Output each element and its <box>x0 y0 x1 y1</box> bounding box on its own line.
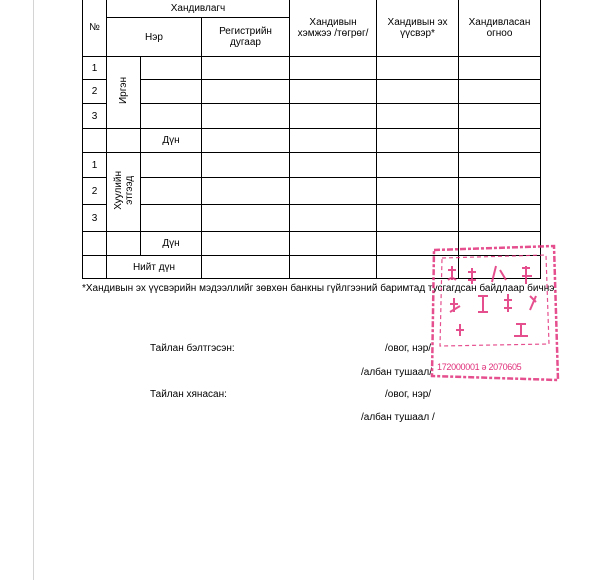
cell <box>107 232 141 256</box>
header-name: Нэр <box>107 18 202 57</box>
group-citizen-label: Иргэн <box>118 77 129 105</box>
cell <box>141 104 202 129</box>
cell <box>141 178 202 205</box>
cell <box>202 129 290 153</box>
subtotal-label: Дүн <box>141 129 202 153</box>
cell <box>377 57 459 80</box>
table-row <box>83 104 541 129</box>
cell <box>290 104 377 129</box>
row-number: 1 <box>83 57 107 80</box>
cell <box>107 129 141 153</box>
cell <box>290 153 377 178</box>
prepared-position: /албан тушаал/ <box>361 367 432 378</box>
cell <box>83 129 107 153</box>
cell <box>290 80 377 104</box>
header-date: Хандивласан огноо <box>459 0 541 57</box>
table-row-subtotal <box>83 129 541 153</box>
cell <box>459 129 541 153</box>
table-row-subtotal <box>83 232 541 256</box>
stamp-number-text: 172000001 ə 2070605 <box>437 362 522 372</box>
cell <box>83 256 107 279</box>
donation-report-table <box>82 0 541 279</box>
subtotal-label: Дүн <box>141 232 202 256</box>
row-number: 3 <box>83 205 107 232</box>
table-row-grand-total <box>83 256 541 279</box>
reviewed-surname-name: /овог, нэр/ <box>385 389 432 400</box>
cell <box>377 129 459 153</box>
cell <box>377 256 459 279</box>
header-register: Регистрийн дугаар <box>202 18 290 57</box>
cell <box>459 178 541 205</box>
cell <box>377 153 459 178</box>
footnote: *Хандивын эх үүсвэрийн мэдээллийг зөвхөн банкны гүйлгээний баримтад тусгагдсан байдлаар бичнэ. <box>82 283 558 294</box>
cell <box>290 232 377 256</box>
table-row <box>83 153 541 178</box>
cell <box>377 232 459 256</box>
table-row <box>83 57 541 80</box>
cell <box>377 104 459 129</box>
cell <box>202 205 290 232</box>
header-amount: Хандивын хэмжээ /төгрөг/ <box>290 0 377 57</box>
cell <box>377 80 459 104</box>
group-legal-entity <box>107 153 141 232</box>
cell <box>141 205 202 232</box>
table-row <box>83 80 541 104</box>
cell <box>290 129 377 153</box>
cell <box>377 205 459 232</box>
cell <box>202 178 290 205</box>
table-row <box>83 178 541 205</box>
cell <box>459 232 541 256</box>
header-number: № <box>83 0 107 57</box>
prepared-by-label: Тайлан бэлтгэсэн: <box>150 343 235 354</box>
cell <box>141 153 202 178</box>
cell <box>141 80 202 104</box>
cell <box>202 104 290 129</box>
cell <box>290 178 377 205</box>
reviewed-position: /албан тушаал / <box>361 412 435 423</box>
cell <box>459 80 541 104</box>
header-source: Хандивын эх үүсвэр* <box>377 0 459 57</box>
cell <box>202 80 290 104</box>
cell <box>202 256 290 279</box>
cell <box>290 205 377 232</box>
prepared-surname-name: /овог, нэр/ <box>385 343 432 354</box>
row-number: 3 <box>83 104 107 129</box>
cell <box>459 104 541 129</box>
cell <box>202 153 290 178</box>
cell <box>202 232 290 256</box>
cell <box>459 153 541 178</box>
row-number: 1 <box>83 153 107 178</box>
group-citizen <box>107 57 141 129</box>
cell <box>459 256 541 279</box>
cell <box>377 178 459 205</box>
cell <box>141 57 202 80</box>
group-legal-entity-label: Хуулийн этгээд <box>112 171 135 210</box>
cell <box>459 57 541 80</box>
reviewed-by-label: Тайлан хянасан: <box>150 389 227 400</box>
cell <box>83 232 107 256</box>
table-row <box>83 205 541 232</box>
header-donor: Хандивлагч <box>107 0 290 18</box>
cell <box>290 256 377 279</box>
grand-total-label: Нийт дүн <box>107 256 202 279</box>
row-number: 2 <box>83 178 107 205</box>
cell <box>459 205 541 232</box>
row-number: 2 <box>83 80 107 104</box>
page-edge-line <box>33 0 34 580</box>
cell <box>290 57 377 80</box>
cell <box>202 57 290 80</box>
